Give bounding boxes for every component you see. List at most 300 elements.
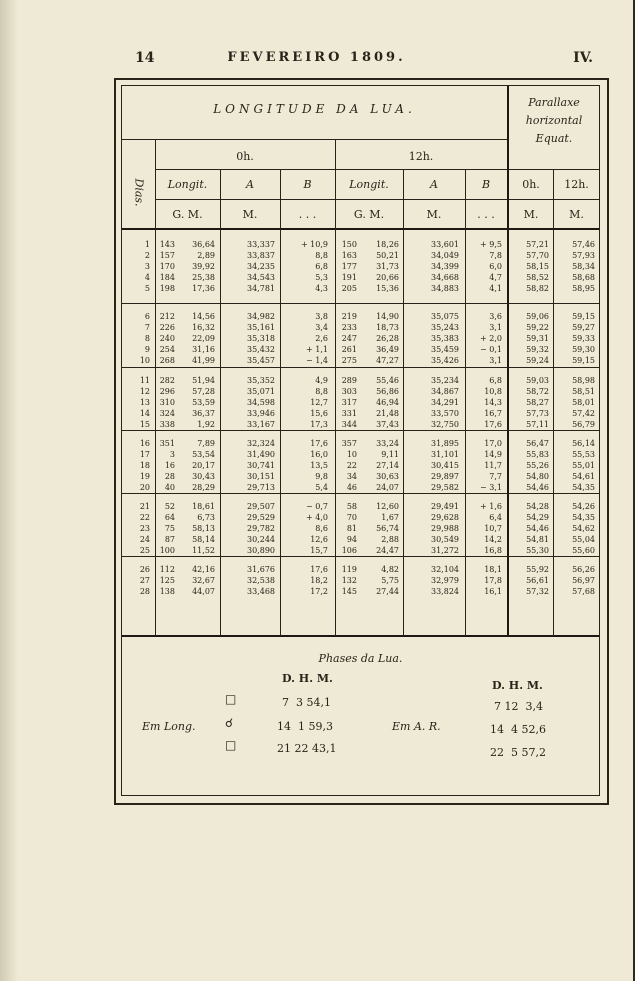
table-cell: 9,8: [315, 472, 328, 481]
table-cell: 58,01: [572, 398, 595, 407]
ar-value-3: 22 5 57,2: [490, 746, 546, 759]
table-cell: 59,33: [572, 334, 595, 343]
table-cell: 35,243: [431, 323, 459, 332]
a0-col: [220, 239, 275, 294]
table-cell: 56,14: [572, 439, 595, 448]
table-cell: 55,26: [526, 461, 549, 470]
units-m-a12: M.: [426, 208, 442, 221]
table-cell: 29,782: [247, 524, 275, 533]
table-cell: 3,6: [489, 312, 502, 321]
table-cell: 16,1: [484, 587, 502, 596]
table-cell: 6,0: [489, 262, 502, 271]
b0-col: [280, 311, 328, 366]
table-cell: 28: [139, 587, 150, 596]
col-b-12: B: [481, 178, 491, 191]
col-longit-0: Longit.: [167, 178, 208, 191]
table-cell: 12,6: [310, 535, 328, 544]
table-cell: 35,432: [247, 345, 275, 354]
days-col: [122, 375, 150, 430]
table-cell: 219: [341, 312, 357, 321]
table-cell: 27,44: [376, 587, 399, 596]
table-cell: 3: [144, 262, 150, 271]
table-cell: 75: [164, 524, 175, 533]
table-cell: 37,43: [376, 420, 399, 429]
table-cell: 40: [164, 483, 175, 492]
units-gm-12: G. M.: [353, 208, 385, 221]
table-cell: 3: [169, 450, 175, 459]
phases-title: Phases da Lua.: [318, 652, 403, 665]
a0-col: [220, 311, 275, 366]
lon0-min-col: [177, 311, 215, 366]
table-cell: 6,8: [489, 376, 502, 385]
table-cell: 34,867: [431, 387, 459, 396]
table-cell: 57,70: [526, 251, 549, 260]
table-cell: 198: [159, 284, 175, 293]
table-cell: 57,28: [192, 387, 215, 396]
table-cell: 17,6: [310, 565, 328, 574]
days-col: [122, 239, 150, 294]
table-cell: 58,72: [526, 387, 549, 396]
table-cell: 56,97: [572, 576, 595, 585]
table-cell: 35,234: [431, 376, 459, 385]
table-cell: 35,352: [247, 376, 275, 385]
table-cell: 11,52: [192, 546, 215, 555]
table-cell: 35,459: [431, 345, 459, 354]
table-cell: 53,54: [192, 450, 215, 459]
table-cell: 18,61: [192, 502, 215, 511]
table-cell: 44,07: [192, 587, 215, 596]
table-cell: 28: [164, 472, 175, 481]
table-cell: 6: [144, 312, 150, 321]
table-cell: 6,73: [197, 513, 215, 522]
table-cell: + 1,6: [480, 502, 502, 511]
table-cell: 5,4: [315, 483, 328, 492]
lon0-min-col: [177, 438, 215, 493]
table-cell: − 0,1: [480, 345, 502, 354]
table-cell: 20,66: [376, 273, 399, 282]
table-cell: 324: [159, 409, 175, 418]
table-cell: 58,98: [572, 376, 595, 385]
table-cell: 268: [159, 356, 175, 365]
table-cell: + 9,5: [480, 240, 502, 249]
table-cell: 57,42: [572, 409, 595, 418]
table-cell: 54,46: [526, 483, 549, 492]
a12-col: [403, 438, 459, 493]
table-cell: 247: [341, 334, 357, 343]
table-cell: 4,7: [489, 273, 502, 282]
table-cell: 10: [346, 450, 357, 459]
table-cell: 191: [341, 273, 357, 282]
table-cell: 33,837: [247, 251, 275, 260]
table-cell: 20,17: [192, 461, 215, 470]
page-title: FEVEREIRO 1809.: [227, 50, 406, 65]
lon12-min-col: [359, 501, 399, 556]
par-0-header: 0h.: [522, 178, 540, 191]
b12-col: [465, 564, 502, 597]
lon0-deg-col: [155, 311, 175, 366]
table-cell: 32,104: [431, 565, 459, 574]
table-cell: 29,582: [431, 483, 459, 492]
par0-col: [509, 501, 549, 556]
table-cell: 33,570: [431, 409, 459, 418]
table-cell: 143: [159, 240, 175, 249]
table-cell: 14,9: [484, 450, 502, 459]
table-cell: 29,507: [247, 502, 275, 511]
table-cell: 132: [341, 576, 357, 585]
table-cell: 212: [159, 312, 175, 321]
quarter-symbol-icon: □: [225, 692, 237, 706]
a0-col: [220, 438, 275, 493]
table-cell: 31,101: [431, 450, 459, 459]
table-cell: 177: [341, 262, 357, 271]
table-cell: 25,38: [192, 273, 215, 282]
days-col: [122, 501, 150, 556]
table-cell: 7,89: [197, 439, 215, 448]
table-cell: 23: [139, 524, 150, 533]
table-cell: 30,63: [376, 472, 399, 481]
table-cell: 205: [341, 284, 357, 293]
table-cell: 57,11: [526, 420, 549, 429]
table-cell: 21,48: [376, 409, 399, 418]
table-cell: 34,781: [247, 284, 275, 293]
moon-longitude-table: [122, 86, 599, 635]
table-cell: 6,4: [489, 513, 502, 522]
table-cell: 57,93: [572, 251, 595, 260]
table-cell: 282: [159, 376, 175, 385]
table-cell: 58,82: [526, 284, 549, 293]
table-cell: 56,26: [572, 565, 595, 574]
table-cell: 59,06: [526, 312, 549, 321]
table-cell: 35,161: [247, 323, 275, 332]
table-cell: 17: [139, 450, 150, 459]
table-cell: 30,151: [247, 472, 275, 481]
lon12-deg-col: [335, 501, 357, 556]
table-cell: 1,92: [197, 420, 215, 429]
table-cell: 59,32: [526, 345, 549, 354]
table-cell: 29,628: [431, 513, 459, 522]
table-cell: 29,491: [431, 502, 459, 511]
par0-col: [509, 438, 549, 493]
table-cell: 54,62: [572, 524, 595, 533]
table-cell: 357: [341, 439, 357, 448]
table-cell: + 4,0: [306, 513, 328, 522]
table-cell: 81: [346, 524, 357, 533]
parallax-title: [509, 94, 599, 148]
table-cell: 31,272: [431, 546, 459, 555]
table-cell: 6,8: [315, 262, 328, 271]
table-cell: 58,34: [572, 262, 595, 271]
par0-col: [509, 311, 549, 366]
table-cell: 55,53: [572, 450, 595, 459]
table-cell: 46,94: [376, 398, 399, 407]
table-cell: 55,04: [572, 535, 595, 544]
table-cell: 8: [144, 334, 150, 343]
table-cell: 3,1: [489, 323, 502, 332]
table-cell: 25: [139, 546, 150, 555]
hour-0-header: 0h.: [236, 150, 254, 163]
table-cell: 55,92: [526, 565, 549, 574]
section-number: IV.: [573, 50, 593, 66]
table-cell: 16: [164, 461, 175, 470]
table-cell: 58,13: [192, 524, 215, 533]
table-cell: 17,6: [484, 420, 502, 429]
table-cell: 8,6: [315, 524, 328, 533]
table-cell: 275: [341, 356, 357, 365]
table-cell: 145: [341, 587, 357, 596]
table-cell: 331: [341, 409, 357, 418]
table-cell: 32,67: [192, 576, 215, 585]
table-cell: 50,21: [376, 251, 399, 260]
table-cell: 2: [144, 251, 150, 260]
parallax-title-line-3: Equat.: [535, 132, 573, 145]
table-cell: 52: [164, 502, 175, 511]
table-cell: 170: [159, 262, 175, 271]
table-cell: 233: [341, 323, 357, 332]
table-cell: 33,824: [431, 587, 459, 596]
days-col: [122, 438, 150, 493]
table-cell: 125: [159, 576, 175, 585]
table-cell: 58,51: [572, 387, 595, 396]
quarter-symbol-icon-2: □: [225, 738, 237, 752]
a12-col: [403, 311, 459, 366]
table-cell: 4,1: [489, 284, 502, 293]
table-cell: 57,32: [526, 587, 549, 596]
table-cell: 30,244: [247, 535, 275, 544]
table-cell: 28,29: [192, 483, 215, 492]
table-cell: − 3,1: [480, 483, 502, 492]
long-value-1: 7 3 54,1: [282, 696, 331, 709]
table-cell: 59,15: [572, 312, 595, 321]
table-cell: 58,95: [572, 284, 595, 293]
table-cell: 14: [139, 409, 150, 418]
a12-col: [403, 239, 459, 294]
b0-col: [280, 438, 328, 493]
table-cell: 7,7: [489, 472, 502, 481]
table-cell: 33,946: [247, 409, 275, 418]
lon0-deg-col: [155, 239, 175, 294]
phases-dhm-header-ar: D. H. M.: [492, 679, 543, 692]
table-cell: 4: [144, 273, 150, 282]
par12-col: [554, 438, 595, 493]
units-m-p12: M.: [569, 208, 584, 221]
lon12-min-col: [359, 239, 399, 294]
table-cell: 57,46: [572, 240, 595, 249]
par0-col: [509, 239, 549, 294]
table-cell: 29,897: [431, 472, 459, 481]
table-cell: 34,668: [431, 273, 459, 282]
lon12-min-col: [359, 564, 399, 597]
table-cell: 56,61: [526, 576, 549, 585]
table-cell: 58,14: [192, 535, 215, 544]
table-cell: 184: [159, 273, 175, 282]
em-long-label: Em Long.: [142, 720, 196, 733]
lon0-min-col: [177, 564, 215, 597]
table-cell: 14,2: [484, 535, 502, 544]
table-cell: 5,75: [381, 576, 399, 585]
a0-col: [220, 564, 275, 597]
table-cell: 70: [346, 513, 357, 522]
phases-dhm-header-long: D. H. M.: [282, 672, 333, 685]
table-cell: 42,16: [192, 565, 215, 574]
table-cell: 35,426: [431, 356, 459, 365]
table-cell: 35,075: [431, 312, 459, 321]
table-cell: 58: [346, 502, 357, 511]
table-cell: 56,86: [376, 387, 399, 396]
b12-col: [465, 375, 502, 430]
table-cell: 12,60: [376, 502, 399, 511]
table-cell: 5: [144, 284, 150, 293]
table-cell: 94: [346, 535, 357, 544]
table-cell: 15: [139, 420, 150, 429]
table-cell: 87: [164, 535, 175, 544]
table-cell: 34,982: [247, 312, 275, 321]
table-cell: 29,988: [431, 524, 459, 533]
ar-value-1: 7 12 3,4: [494, 700, 543, 713]
lon0-min-col: [177, 501, 215, 556]
table-cell: 35,457: [247, 356, 275, 365]
table-cell: − 1,4: [306, 356, 328, 365]
table-cell: − 0,7: [306, 502, 328, 511]
table-cell: 31,676: [247, 565, 275, 574]
table-cell: 344: [341, 420, 357, 429]
table-cell: 57,21: [526, 240, 549, 249]
table-cell: 296: [159, 387, 175, 396]
b12-col: [465, 311, 502, 366]
table-cell: 34,598: [247, 398, 275, 407]
units-m-p0: M.: [523, 208, 539, 221]
par0-col: [509, 375, 549, 430]
table-cell: + 1,1: [306, 345, 328, 354]
table-cell: 56,47: [526, 439, 549, 448]
table-cell: 12: [139, 387, 150, 396]
table-cell: 58,15: [526, 262, 549, 271]
par12-col: [554, 311, 595, 366]
b0-col: [280, 239, 328, 294]
table-cell: 56,79: [572, 420, 595, 429]
lon12-deg-col: [335, 311, 357, 366]
table-cell: 54,61: [572, 472, 595, 481]
table-cell: 59,27: [572, 323, 595, 332]
table-cell: 22: [346, 461, 357, 470]
table-cell: 59,15: [572, 356, 595, 365]
table-cell: 34,235: [247, 262, 275, 271]
table-cell: 34,399: [431, 262, 459, 271]
par0-col: [509, 564, 549, 597]
b0-col: [280, 564, 328, 597]
table-cell: 59,22: [526, 323, 549, 332]
table-cell: 14,56: [192, 312, 215, 321]
table-cell: 1,67: [381, 513, 399, 522]
table-cell: 59,03: [526, 376, 549, 385]
table-cell: 338: [159, 420, 175, 429]
table-cell: 56,74: [376, 524, 399, 533]
lon12-min-col: [359, 375, 399, 430]
table-cell: 59,31: [526, 334, 549, 343]
table-cell: 58,27: [526, 398, 549, 407]
conjunction-symbol-icon: ☌: [225, 716, 234, 730]
table-cell: 106: [341, 546, 357, 555]
table-cell: 15,7: [310, 546, 328, 555]
table-cell: 35,318: [247, 334, 275, 343]
table-cell: 240: [159, 334, 175, 343]
table-cell: 34: [346, 472, 357, 481]
table-cell: 51,94: [192, 376, 215, 385]
days-col: [122, 564, 150, 597]
table-cell: 54,35: [572, 513, 595, 522]
table-cell: 54,28: [526, 502, 549, 511]
table-cell: 13: [139, 398, 150, 407]
table-cell: 3,1: [489, 356, 502, 365]
days-label: Dias.: [132, 178, 146, 207]
a0-col: [220, 375, 275, 430]
lon12-min-col: [359, 438, 399, 493]
table-cell: 46: [346, 483, 357, 492]
b0-col: [280, 375, 328, 430]
table-cell: 29,713: [247, 483, 275, 492]
table-cell: 54,81: [526, 535, 549, 544]
table-cell: 31,895: [431, 439, 459, 448]
table-cell: 36,37: [192, 409, 215, 418]
table-cell: 226: [159, 323, 175, 332]
table-cell: 17,36: [192, 284, 215, 293]
table-frame: [114, 78, 609, 805]
table-cell: 11,7: [484, 461, 502, 470]
table-cell: 33,337: [247, 240, 275, 249]
table-cell: 16,8: [484, 546, 502, 555]
lon0-deg-col: [155, 564, 175, 597]
parallax-title-line-1: Parallaxe: [528, 96, 580, 109]
table-cell: 16,32: [192, 323, 215, 332]
lon0-deg-col: [155, 501, 175, 556]
em-ar-label: Em A. R.: [392, 720, 441, 733]
table-cell: + 10,9: [300, 240, 328, 249]
table-cell: 351: [159, 439, 175, 448]
units-gm-0: G. M.: [172, 208, 203, 221]
table-cell: 54,35: [572, 483, 595, 492]
table-cell: 13,5: [310, 461, 328, 470]
table-cell: 8,8: [315, 387, 328, 396]
b12-col: [465, 239, 502, 294]
table-cell: 32,979: [431, 576, 459, 585]
table-cell: 10,7: [484, 524, 502, 533]
table-cell: 34,543: [247, 273, 275, 282]
table-cell: 2,6: [315, 334, 328, 343]
ar-value-2: 14 4 52,6: [490, 723, 546, 736]
table-cell: 15,6: [310, 409, 328, 418]
table-cell: 30,415: [431, 461, 459, 470]
table-cell: 14,3: [484, 398, 502, 407]
units-dots-b12: . . .: [477, 208, 495, 221]
table-cell: 157: [159, 251, 175, 260]
table-cell: 11: [139, 376, 150, 385]
table-cell: 4,82: [381, 565, 399, 574]
a0-col: [220, 501, 275, 556]
table-cell: 35,383: [431, 334, 459, 343]
lon12-deg-col: [335, 239, 357, 294]
table-cell: 303: [341, 387, 357, 396]
table-cell: 64: [164, 513, 175, 522]
table-cell: 317: [341, 398, 357, 407]
par12-col: [554, 375, 595, 430]
table-cell: 10: [139, 356, 150, 365]
table-cell: 31,73: [376, 262, 399, 271]
table-cell: 31,490: [247, 450, 275, 459]
table-cell: + 2,0: [480, 334, 502, 343]
lon12-deg-col: [335, 438, 357, 493]
table-cell: 54,29: [526, 513, 549, 522]
table-cell: 36,49: [376, 345, 399, 354]
table-cell: 53,59: [192, 398, 215, 407]
